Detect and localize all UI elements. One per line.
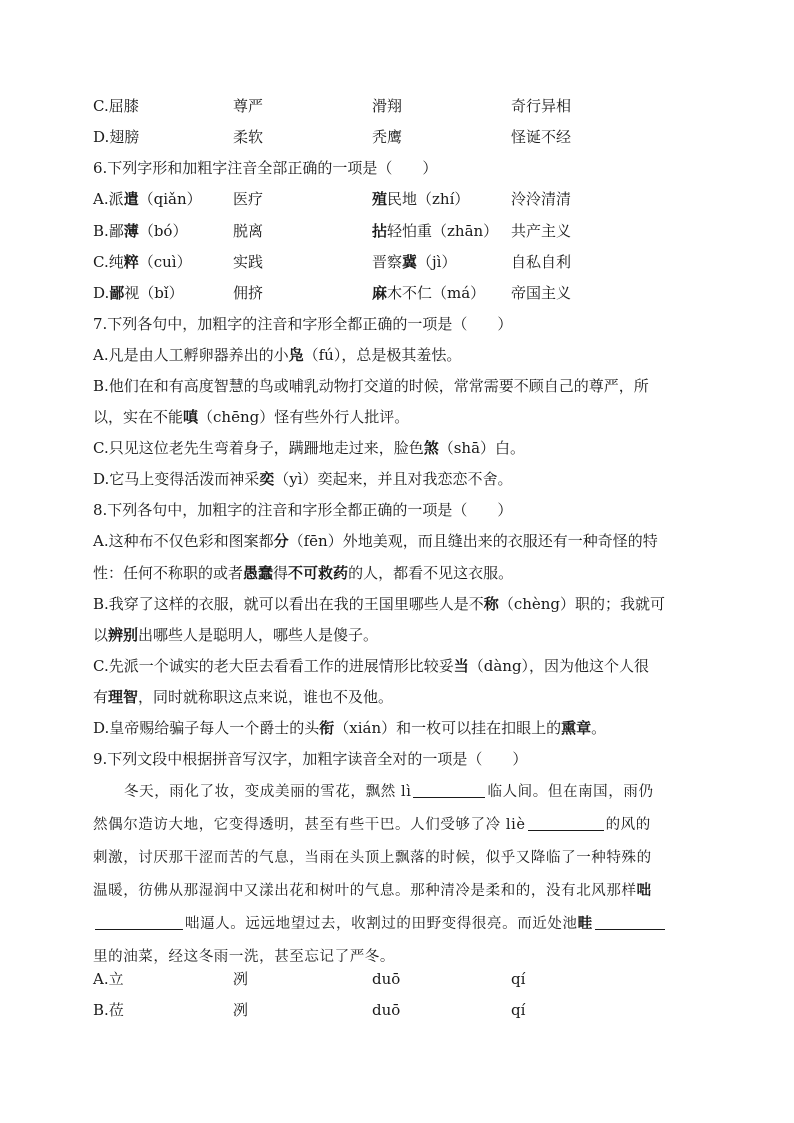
q7-option-b-line2: 以，实在不能嗔（chēng）怪有些外行人批评。 [93,408,410,426]
q6-stem: 6.下列字形和加粗字注音全部正确的一项是（ ） [93,159,438,177]
q8-option-a-line2: 性：任何不称职的或者愚蠢得不可救药的人，都看不见这衣服。 [93,564,514,582]
q9-passage-line6: 里的油菜，经这冬雨一洗，甚至忘记了严冬。 [93,949,395,965]
q7-option-b-line1: B.他们在和有高度智慧的鸟或哺乳动物打交道的时候，常常需要不顾自己的尊严，所 [93,377,649,395]
q9-passage-line5: 咄逼人。远远地望过去，收割过的田野变得很亮。而近处池畦 [93,913,667,935]
q8-option-b-line2: 以辨别出哪些人是聪明人，哪些人是傻子。 [93,626,379,644]
q9-passage-line2: 然偶尔造访大地，它变得透明，甚至有些干巴。人们受够了冷 liè 的风的 [93,814,651,836]
exam-page: C.屈膝 尊严 滑翔 奇行异相 D.翅膀 柔软 秃鹰 怪诞不经 6.下列字形和加粗字注音全部正确的一项是（ ） A.派遣（qiǎn） 医疗 殖民地（zhí） 泠泠清清 B.鄙薄（bó） 脱离 拈轻怕重（zhān） 共产主义 C.纯粹（cuì） 实践 晋察冀（jì） 自私自利 D.鄙视（bǐ） 佣挤 麻木不仁（má） 帝国主义 7.下列各句中，加粗字的注音和字形全都正确的一项是（ ） A.凡是由人工孵卵器养出的小凫（fú），总是极其羞怯。 B.他们在和有高度智慧的鸟或哺乳动物打交道的时候，常常需要不顾自己的尊严，所 以，实在不能嗔（chēng）怪有些外行人批评。 C.只见这位老先生弯着身子，蹒跚地走过来，脸色煞（shā）白。 D.它马上变得活泼而神采奕（yì）奕起来，并且对我恋恋不舍。 8.下列各句中，加粗字的注音和字形全都正确的一项是（ ） A.这种布不仅色彩和图案都分（fēn）外地美观，而且缝出来的衣服还有一种奇怪的特 性：任何不称职的或者愚蠢得不可救药的人，都看不见这衣服。 B.我穿了这样的衣服，就可以看出在我的王国里哪些人是不称（chèng）职的；我就可 以辨别出哪些人是聪明人，哪些人是傻子。 C.先派一个诚实的老大臣去看看工作的进展情形比较妥当（dàng），因为他这个人很 有理智，同时就称职这点来说，谁也不及他。 D.皇帝赐给骗子每人一个爵士的头衔（xián）和一枚可以挂在扣眼上的熏章。 9.下列文段中根据拼音写汉字，加粗字读音全对的一项是（ ） 冬天，雨化了妆，变成美丽的雪花，飘然 lì 临人间。但在南国，雨仍 然偶尔造访大地，它变得透明，甚至有些干巴。人们受够了冷 liè 的风的 刺激，讨厌那干涩而苦的气息，当雨在头顶上飘落的时候，似乎又降临了一种特殊的 温暖，彷佛从那湿润中又漾出花和树叶的气息。那种清冷是柔和的，没有北风那样咄 咄逼人。远远地望过去，收割过的田野变得很亮。而近处池畦 里的油菜，经这冬雨一洗，甚至忘记了严冬。 A.立 冽 duō qí B.莅 冽 duō qí [93,97,666,1019]
q7-option-c: C.只见这位老先生弯着身子，蹒跚地走过来，脸色煞（shā）白。 [93,439,526,457]
answer-blank[interactable] [95,913,183,930]
answer-blank[interactable] [595,913,665,930]
q9-stem: 9.下列文段中根据拼音写汉字，加粗字读音全对的一项是（ ） [93,750,528,768]
q9-passage-line4: 温暖，彷佛从那湿润中又漾出花和树叶的气息。那种清冷是柔和的，没有北风那样咄 [93,882,652,899]
answer-blank[interactable] [528,814,604,831]
q8-stem: 8.下列各句中，加粗字的注音和字形全都正确的一项是（ ） [93,501,513,519]
q7-stem: 7.下列各句中，加粗字的注音和字形全都正确的一项是（ ） [93,315,513,333]
answer-blank[interactable] [413,781,485,798]
q8-option-c-line1: C.先派一个诚实的老大臣去看看工作的进展情形比较妥当（dàng），因为他这个人很 [93,657,650,675]
q8-option-c-line2: 有理智，同时就称职这点来说，谁也不及他。 [93,688,394,706]
q7-option-d: D.它马上变得活泼而神采奕（yì）奕起来，并且对我恋恋不舍。 [93,470,513,488]
q9-passage-line3: 刺激，讨厌那干涩而苦的气息，当雨在头顶上飘落的时候，似乎又降临了一种特殊的 [93,850,652,866]
q8-option-d: D.皇帝赐给骗子每人一个爵士的头衔（xián）和一枚可以挂在扣眼上的熏章。 [93,719,607,737]
q7-option-a: A.凡是由人工孵卵器养出的小凫（fú），总是极其羞怯。 [93,346,462,364]
q8-option-b-line1: B.我穿了这样的衣服，就可以看出在我的王国里哪些人是不称（chèng）职的；我就可 [93,595,666,613]
q8-option-a-line1: A.这种布不仅色彩和图案都分（fēn）外地美观，而且缝出来的衣服还有一种奇怪的特 [93,532,658,550]
q9-passage-line1: 冬天，雨化了妆，变成美丽的雪花，飘然 lì 临人间。但在南国，雨仍 [124,781,654,803]
